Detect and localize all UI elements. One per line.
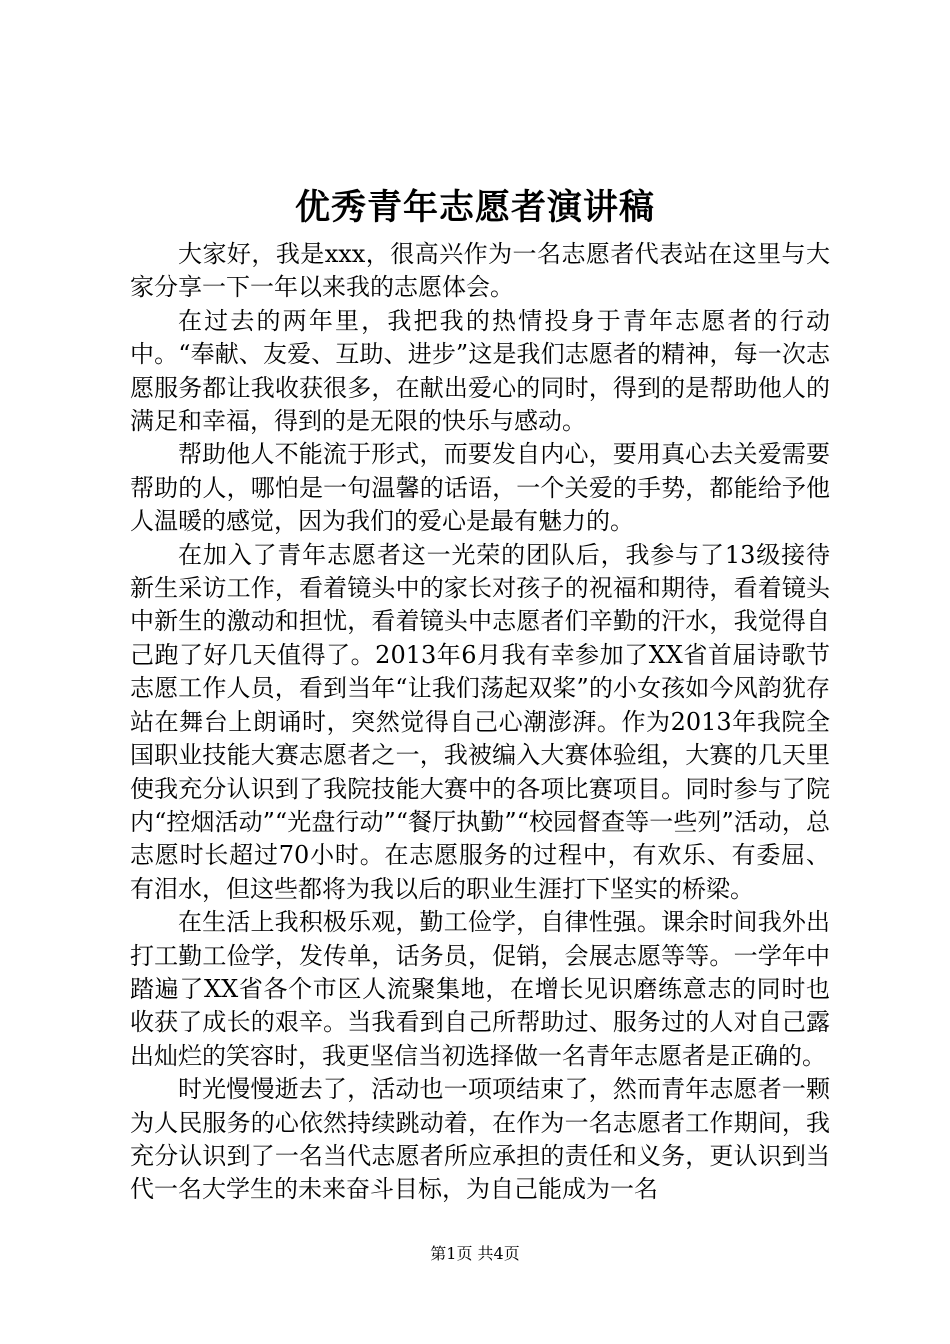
paragraph-2: 在过去的两年里，我把我的热情投身于青年志愿者的行动中。“奉献、友爱、互助、进步”这是我们志愿者的精神，每一次志愿服务都让我收获很多，在献出爱心的同时，得到的是帮助他人的满足和幸福，得到的是无限的快乐与感动。 (130, 306, 830, 436)
paragraph-6: 时光慢慢逝去了，活动也一项项结束了，然而青年志愿者一颗为人民服务的心依然持续跳动着，在作为一名志愿者工作期间，我充分认识到了一名当代志愿者所应承担的责任和义务，更认识到当代一名大学生的未来奋斗目标，为自己能成为一名 (130, 1075, 830, 1204)
document-title: 优秀青年志愿者演讲稿 (294, 187, 655, 228)
paragraph-4: 在加入了青年志愿者这一光荣的团队后，我参与了13级接待新生采访工作，看着镜头中的家长对孩子的祝福和期待，看着镜头中新生的激动和担忧，看着镜头中志愿者们辛勤的汗水，我觉得自己跑了好几天值得了。2013年6月我有幸参加了XX省首届诗歌节志愿工作人员，看到当年“让我们荡起双桨”的小女孩如今风韵犹存站在舞台上朗诵时，突然觉得自己心潮澎湃。作为2013年我院全国职业技能大赛志愿者之一，我被编入大赛体验组，大赛的几天里使我充分认识到了我院技能大赛中的各项比赛项目。同时参与了院内“控烟活动”“光盘行动”“餐厅执勤”“校园督查等一些列”活动，总志愿时长超过70小时。在志愿服务的过程中，有欢乐、有委屈、有泪水，但这些都将为我以后的职业生涯打下坚实的桥梁。 (130, 540, 830, 903)
paragraph-5: 在生活上我积极乐观，勤工俭学，自律性强。课余时间我外出打工勤工俭学，发传单，话务员，促销，会展志愿等等。一学年中踏遍了XX省各个市区人流聚集地，在增长见识磨练意志的同时也收获了成长的艰辛。当我看到自己所帮助过、服务过的人对自己露出灿烂的笑容时，我更坚信当初选择做一名青年志愿者是正确的。 (130, 908, 830, 1070)
page-number-footer: 第1页 共4页 (430, 1244, 520, 1263)
paragraph-1: 大家好，我是xxx，很高兴作为一名志愿者代表站在这里与大家分享一下一年以来我的志愿体会。 (130, 240, 830, 302)
document-body (130, 238, 830, 1207)
paragraph-3: 帮助他人不能流于形式，而要发自内心，要用真心去关爱需要帮助的人，哪怕是一句温馨的话语，一个关爱的手势，都能给予他人温暖的感觉，因为我们的爱心是最有魅力的。 (130, 440, 830, 536)
